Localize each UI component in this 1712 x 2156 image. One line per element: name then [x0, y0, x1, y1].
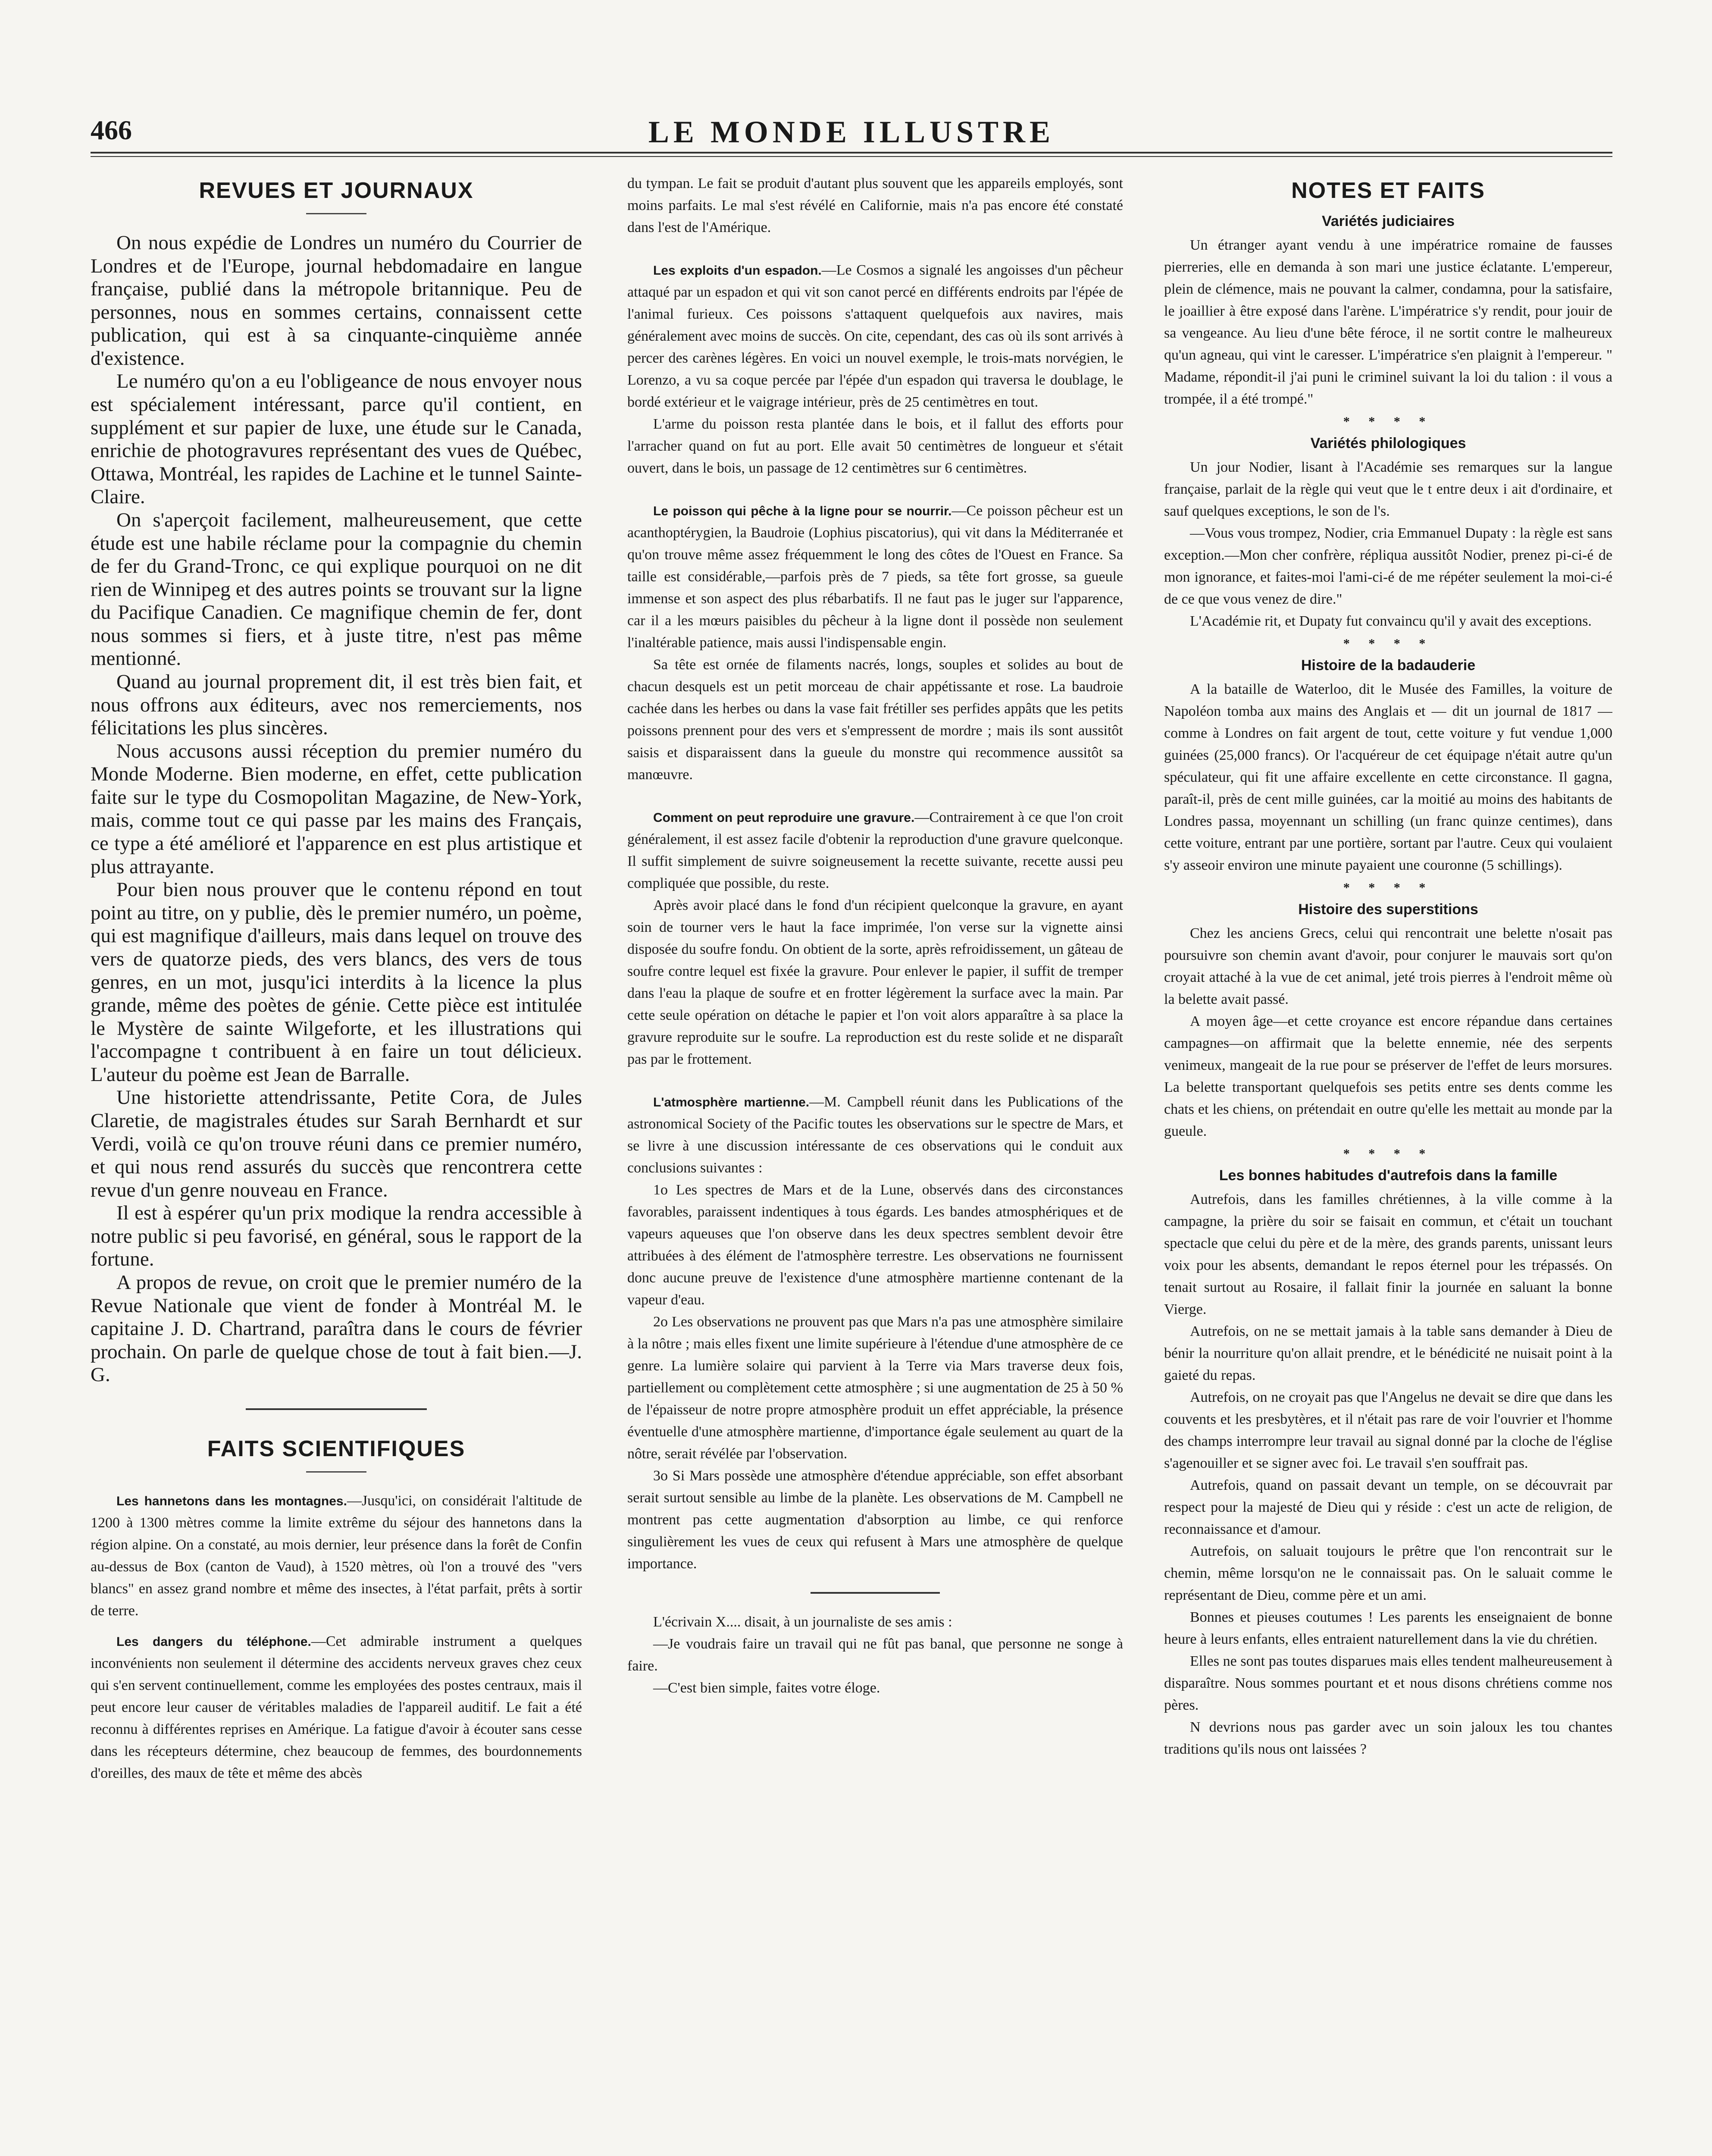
article-paragraph: Un étranger ayant vendu à une impératrice romaine de fausses pierreries, elle en demanda à son mari une justice éclatante. L'empereur, plein de clémence, mais ne pouvant la calmer, condamna, pour la satisfaire, le joaillier à être exposé dans l'arène. L'impératrice s'y rendit, pour jouir de sa vengeance. Au lieu d'une bête féroce, il ne sortit contre le malheureux qu'un agneau, qui vint le caresser. L'impératrice s'en plaignit à l'empereur. " Madame, répondit-il j'ai puni le criminel suivant la loi du talion : il vous a trompée, il a été trompé." — [1164, 237, 1612, 407]
article-paragraph: L'Académie rit, et Dupaty fut convaincu qu'il y avait des exceptions. — [1190, 613, 1592, 629]
column-right — [1164, 172, 1612, 2156]
header-rule — [91, 152, 1612, 154]
title-divider — [306, 213, 366, 214]
article-body: —Le Cosmos a signalé les angoisses d'un pêcheur attaqué par un espadon et qui vit son canot percé en différents endroits par l'épée de l'animal furieux. Ces poissons s'attaquent quelquefois aux navires, mais généralement avec moins de succès. On cite, cependant, des cas où ils sont arrivés à percer des carènes légères. En voici un nouvel exemple, le trois-mats norvégien, le Lorenzo, a vu sa coque percée par l'épée d'un espadon qui traversa le doublage, le bordé extérieur et le vaigrage intérieur, près de 25 centimètres en tout. — [627, 262, 1123, 410]
separator-stars: * * * * — [1343, 414, 1433, 429]
masthead-title: LE MONDE ILLUSTRE — [648, 115, 1055, 149]
separator-stars: * * * * — [1343, 881, 1433, 895]
column-middle — [627, 172, 1123, 2156]
section-title-revues: REVUES ET JOURNAUX — [199, 178, 474, 203]
article-telephone — [91, 1630, 582, 1784]
article-lead: Comment on peut reproduire une gravure. — [653, 811, 915, 825]
article-hannetons — [91, 1490, 582, 1622]
article-lead: Les hannetons dans les montagnes. — [116, 1494, 347, 1508]
title-divider — [306, 1471, 366, 1473]
anecdote-line: L'écrivain X.... disait, à un journaliste de ses amis : — [653, 1614, 952, 1630]
article-baudroie — [627, 500, 1123, 654]
article-paragraph: On s'aperçoit facilement, malheureusement, que cette étude est une habile réclame pour la compagnie du chemin de fer du Grand-Tronc, ce qui explique pourquoi on ne dit rien de Winnipeg et des autres points se trouvant sur la ligne du Pacifique Canadien. Ce magnifique chemin de fer, dont nous sommes si fiers, et à juste titre, n'est pas même mentionné. — [91, 508, 582, 670]
section-divider — [246, 1408, 427, 1410]
separator-stars: * * * * — [1343, 636, 1433, 651]
article-continuation: du tympan. Le fait se produit d'autant plus souvent que les appareils employés, sont moins parfaits. Le mal s'est révélé en Californie, mais n'a pas encore été constaté dans l'est de l'Amérique. — [627, 175, 1123, 235]
article-paragraph: Autrefois, on ne croyait pas que l'Angelus ne devait se dire que dans les couvents et les presbytères, et il n'était pas rare de voir l'ouvrier et l'homme des champs interrompre leur travail au signal donné par la cloche de l'église s'agenouiller et se signer avec foi. Le travail s'en souffrait pas. — [1164, 1389, 1612, 1471]
article-paragraph: —Vous vous trompez, Nodier, cria Emmanuel Dupaty : la règle est sans exception.—Mon cher confrère, répliqua aussitôt Nodier, prenez pi-ci-é de mon ignorance, et faites-moi l'ami-ci-é de me répéter seulement la moi-ci-é de ce que vous venez de dire." — [1164, 525, 1612, 607]
anecdote-line: —C'est bien simple, faites votre éloge. — [653, 1680, 880, 1696]
anecdote-line: —Je voudrais faire un travail qui ne fût pas banal, que personne ne songe à faire. — [627, 1636, 1123, 1674]
article-paragraph: Elles ne sont pas toutes disparues mais elles tendent malheureusement à disparaître. Nous sommes pourtant et et nous disons chrétiens comme nos pères. — [1164, 1653, 1612, 1713]
article-lead: Le poisson qui pêche à la ligne pour se nourrir. — [653, 504, 952, 518]
article-paragraph: Autrefois, dans les familles chrétiennes, à la ville comme à la campagne, la prière du soir se faisait en commun, et c'était un touchant spectacle que celui du père et de la mère, des grands parents, unissant leurs voix pour les absents, demandant le repos éternel pour les trépassés. On tenait surtout au Rosaire, il fallait finir la journée en saluant la bonne Vierge. — [1164, 1191, 1612, 1317]
article-paragraph: On nous expédie de Londres un numéro du Courrier de Londres et de l'Europe, journal hebdomadaire en langue française, publié dans la métropole britannique. Peu de personnes, nous en sommes certains, connaissent cette publication, qui est à sa cinquante-cinquième année d'existence. — [91, 232, 582, 370]
article-body: —M. Campbell réunit dans les Publications of the astronomical Society of the Pacific toutes les observations sur le spectre de Mars, et se livre à une discussion intéressante de ces observations qui le conduit aux conclusions suivantes : — [627, 1094, 1123, 1176]
article-paragraph: Un jour Nodier, lisant à l'Académie ses remarques sur la langue française, parlait de la règle qui veut que le t entre deux i ait d'ordinaire, et sauf quelques exceptions, le son de l's. — [1164, 459, 1612, 519]
article-paragraph: Le numéro qu'on a eu l'obligeance de nous envoyer nous est spécialement intéressant, parce qu'il contient, en supplément et sur papier de luxe, une étude sur le Canada, enrichie de photogravures représentant des vues de Québec, Ottawa, Montréal, les rapides de Lachine et le tunnel Sainte-Claire. — [91, 370, 582, 508]
column-left — [91, 172, 582, 2156]
section-title-faits-scientifiques: FAITS SCIENTIFIQUES — [207, 1436, 466, 1461]
section-title-notes: NOTES ET FAITS — [1291, 178, 1485, 203]
article-paragraph: A la bataille de Waterloo, dit le Musée des Familles, la voiture de Napoléon tomba aux mains des Anglais et — dit un journal de 1817 — comme à Londres on fait argent de tout, cette voiture y fut vendue 1,000 guinées (25,000 francs). Or l'acquéreur de cet équipage n'était autre qu'un spéculateur, qui fit une affaire excellente en cette circonstance. Il gagna, paraît-il, près de cent mille guinées, car la moitié au moins des habitants de Londres passa, moyennant un schilling (un franc quinze centimes), dans cette voiture, entrant par une portière, sortant par l'autre. Ceux qui voulaient s'y asseoir environ une minute payaient une couronne (5 schillings). — [1164, 681, 1612, 873]
article-paragraph: Autrefois, on ne se mettait jamais à la table sans demander à Dieu de bénir la nourriture qu'on allait prendre, et le bénédicité ne nuisait point à la gaieté du repas. — [1164, 1323, 1612, 1383]
article-paragraph: Quand au journal proprement dit, il est très bien fait, et nous offrons aux éditeurs, avec nos remerciements, nos félicitations les plus sincères. — [91, 670, 582, 740]
article-mars — [627, 1091, 1123, 1179]
article-espadon — [627, 259, 1123, 413]
article-paragraph: Il est à espérer qu'un prix modique la rendra accessible à notre public si peu favorisé, en général, sous le rapport de la fortune. — [91, 1202, 582, 1271]
separator-stars: * * * * — [1343, 1147, 1433, 1161]
article-paragraph: Autrefois, quand on passait devant un temple, on se découvrait par respect pour la majesté de Dieu qui y réside : c'est un acte de religion, de reconnaissance et d'amour. — [1164, 1477, 1612, 1537]
subheading-badauderie: Histoire de la badauderie — [1301, 657, 1476, 674]
article-lead: Les exploits d'un espadon. — [653, 263, 822, 278]
subheading-habitudes: Les bonnes habitudes d'autrefois dans la famille — [1219, 1167, 1558, 1184]
article-lead: Les dangers du téléphone. — [116, 1634, 311, 1649]
article-paragraph: Pour bien nous prouver que le contenu répond en tout point au titre, on y publie, dès le premier numéro, un poème, qui est magnifique d'ailleurs, mais dans lequel on trouve des vers de quatorze pieds, des vers blancs, des vers de tous genres, en un mot, jusqu'ici interdits à la licence la plus grande, même des poètes de génie. Cette pièce est intitulée le Mystère de sainte Wilgeforte, et les illustrations qui l'accompagne t contribuent à en faire un tout délicieux. L'auteur du poème est Jean de Barralle. — [91, 878, 582, 1086]
subheading-judiciaires: Variétés judiciaires — [1321, 213, 1455, 229]
article-paragraph: A moyen âge—et cette croyance est encore répandue dans certaines campagnes—on affirmait que la belette ennemie, née des serpents venimeux, mangeait de la rue pour se préserver de l'effet de leurs morsures. La belette transportant quelquefois ses petits entre ses dents comme les chats et les chiens, on prétendait en outre qu'elle les mettait au monde par la gueule. — [1164, 1013, 1612, 1139]
article-paragraph: L'arme du poisson resta plantée dans le bois, et il fallut des efforts pour l'arracher quand on fut au port. Elle avait 50 centimètres de longueur et s'était ouvert, dans le bois, un passage de 12 centimètres sur 6 centimètres. — [627, 416, 1123, 476]
article-paragraph: Chez les anciens Grecs, celui qui rencontrait une belette n'osait pas poursuivre son chemin avant d'avoir, pour conjurer le mauvais sort qu'on croyait attaché à la vue de cet animal, jeté trois pierres à l'endroit même où la belette avait passé. — [1164, 925, 1612, 1007]
article-paragraph: Sa tête est ornée de filaments nacrés, longs, souples et solides au bout de chacun desquels est un petit morceau de chair appétissante et rose. La baudroie cachée dans les herbes ou dans la vase fait frétiller ses perfides appâts que les petits poissons prennent pour des vers et s'empressent de mordre ; mais ils sont aussitôt saisis et disparaissent dans la gueule du monstre qui recommence aussitôt sa manœuvre. — [627, 657, 1123, 783]
article-paragraph: Une historiette attendrissante, Petite Cora, de Jules Claretie, de magistrales études sur Sarah Bernhardt et sur Verdi, voilà ce qu'on trouve réuni dans ce premier numéro, et qui nous rend assurés du succès que rencontrera cette revue d'un genre nouveau en France. — [91, 1086, 582, 1201]
article-paragraph: Autrefois, on saluait toujours le prêtre que l'on rencontrait sur le chemin, même lorsqu'on ne le connaissait pas. On le saluait comme le représentant de Dieu, comme père et un ami. — [1164, 1543, 1612, 1603]
article-body: —Cet admirable instrument a quelques inconvénients non seulement il détermine des accidents nerveux graves chez ceux qui s'en servent continuellement, comme les employées des postes centraux, mais il peut encore leur causer de véritables maladies de l'appareil auditif. Le fait a été reconnu à différentes reprises en Amérique. La fatigue d'avoir à écouter sans cesse dans les récepteurs détermine, chez beaucoup de femmes, des bourdonnements d'oreilles, des maux de tête et même des abcès — [91, 1633, 582, 1781]
article-gravure — [627, 806, 1123, 894]
header-rule-thin — [91, 156, 1612, 157]
article-paragraph: N devrions nous pas garder avec un soin jaloux les tou chantes traditions qu'ils nous ont laissées ? — [1164, 1719, 1612, 1757]
article-body: —Jusqu'ici, on considérait l'altitude de 1200 à 1300 mètres comme la limite extrême du séjour des hannetons dans la région alpine. On a constaté, au mois dernier, leur présence dans la forêt de Confin au-dessus de Box (canton de Vaud), à 1520 mètres, où l'on a trouvé des "vers blancs" en assez grand nombre et même des insectes, à l'état parfait, prêts à sortir de terre. — [91, 1492, 582, 1619]
article-paragraph: Après avoir placé dans le fond d'un récipient quelconque la gravure, en ayant soin de tourner vers le haut la face imprimée, l'on verse sur la vignette ainsi disposée du soufre fondu. On obtient de la sorte, après refroidissement, un gâteau de soufre contre lequel est fixée la gravure. Pour enlever le papier, il suffit de tremper dans l'eau la plaque de soufre et en frotter légèrement la surface avec la main. Par cette seule opération on détache le papier et l'on voit alors apparaître à sa place la gravure reproduite sur le soufre. La reproduction est du reste solide et ne disparaît pas par le frottement. — [627, 897, 1123, 1067]
section-divider — [811, 1592, 940, 1594]
article-paragraph: A propos de revue, on croit que le premier numéro de la Revue Nationale que vient de fonder à Montréal M. le capitaine J. D. Chartrand, paraîtra dans le cours de février prochain. On parle de quelque chose de tout à fait bien.—J. G. — [91, 1271, 582, 1386]
article-paragraph: Nous accusons aussi réception du premier numéro du Monde Moderne. Bien moderne, en effet, cette publication faite sur le type du Cosmopolitan Magazine, de New-York, mais, comme tout ce qui passe par les mains des Français, ce type a été amélioré et l'apparence en est plus artistique et plus attrayante. — [91, 740, 582, 878]
article-paragraph: 2o Les observations ne prouvent pas que Mars n'a pas une atmosphère similaire à la nôtre ; mais elles fixent une limite supérieure à l'étendue d'une atmosphère de ce genre. La lumière solaire qui parvient à la Terre via Mars traverse deux fois, partiellement ou complètement cette atmosphère ; si une augmentation de 25 à 50 % de l'épaisseur de notre propre atmosphère produit un effet appréciable, la présence éventuelle d'une atmosphère martienne, d'importance égale seulement au quart de la nôtre, serait révélée par l'observation. — [627, 1314, 1123, 1462]
article-body: —Ce poisson pêcheur est un acanthoptérygien, la Baudroie (Lophius piscatorius), qui vit dans la Méditerranée et qu'on trouve même assez fréquemment le long des côtes de l'Ouest en France. Sa taille est considérable,—parfois près de 7 pieds, sa tête fort grosse, sa gueule immense et son aspect des plus rébarbatifs. Il ne faut pas le juger sur l'apparence, car il a les mœurs paisibles du pêcheur à la ligne dont il possède non seulement l'inaltérable patience, mais aussi l'indispensable engin. — [627, 503, 1123, 651]
article-body: —Contrairement à ce que l'on croit généralement, il est assez facile d'obtenir la reproduction d'une gravure quelconque. Il suffit simplement de suivre soigneusement la recette suivante, recette aussi peu compliquée que possible, du reste. — [627, 809, 1123, 891]
subheading-superstitions: Histoire des superstitions — [1298, 901, 1478, 918]
article-paragraph: 3o Si Mars possède une atmosphère d'étendue appréciable, son effet absorbant serait surtout sensible au limbe de la planète. Les observations de M. Campbell ne montrent pas cette augmentation d'absorption au limbe, ce qui renforce singulièrement les vues de ceux qui refusent à Mars une atmosphère de quelque importance. — [627, 1468, 1123, 1572]
subheading-philologiques: Variétés philologiques — [1310, 435, 1466, 451]
page-number: 466 — [91, 115, 132, 145]
article-paragraph: 1o Les spectres de Mars et de la Lune, observés dans des circonstances favorables, paraissent indentiques à tous égards. Les bandes atmosphériques et de vapeurs aqueuses que l'on observe dans les deux spectres semblent devoir être attribuées à des élément de l'atmosphère terrestre. Les observations ne fournissent donc aucune preuve de l'existence d'une atmosphère martienne contenant de la vapeur d'eau. — [627, 1182, 1123, 1308]
article-lead: L'atmosphère martienne. — [653, 1095, 810, 1109]
article-paragraph: Bonnes et pieuses coutumes ! Les parents les enseignaient de bonne heure à leurs enfants, elles entraient naturellement dans la vie du chrétien. — [1164, 1609, 1612, 1647]
page-header — [91, 114, 1612, 153]
